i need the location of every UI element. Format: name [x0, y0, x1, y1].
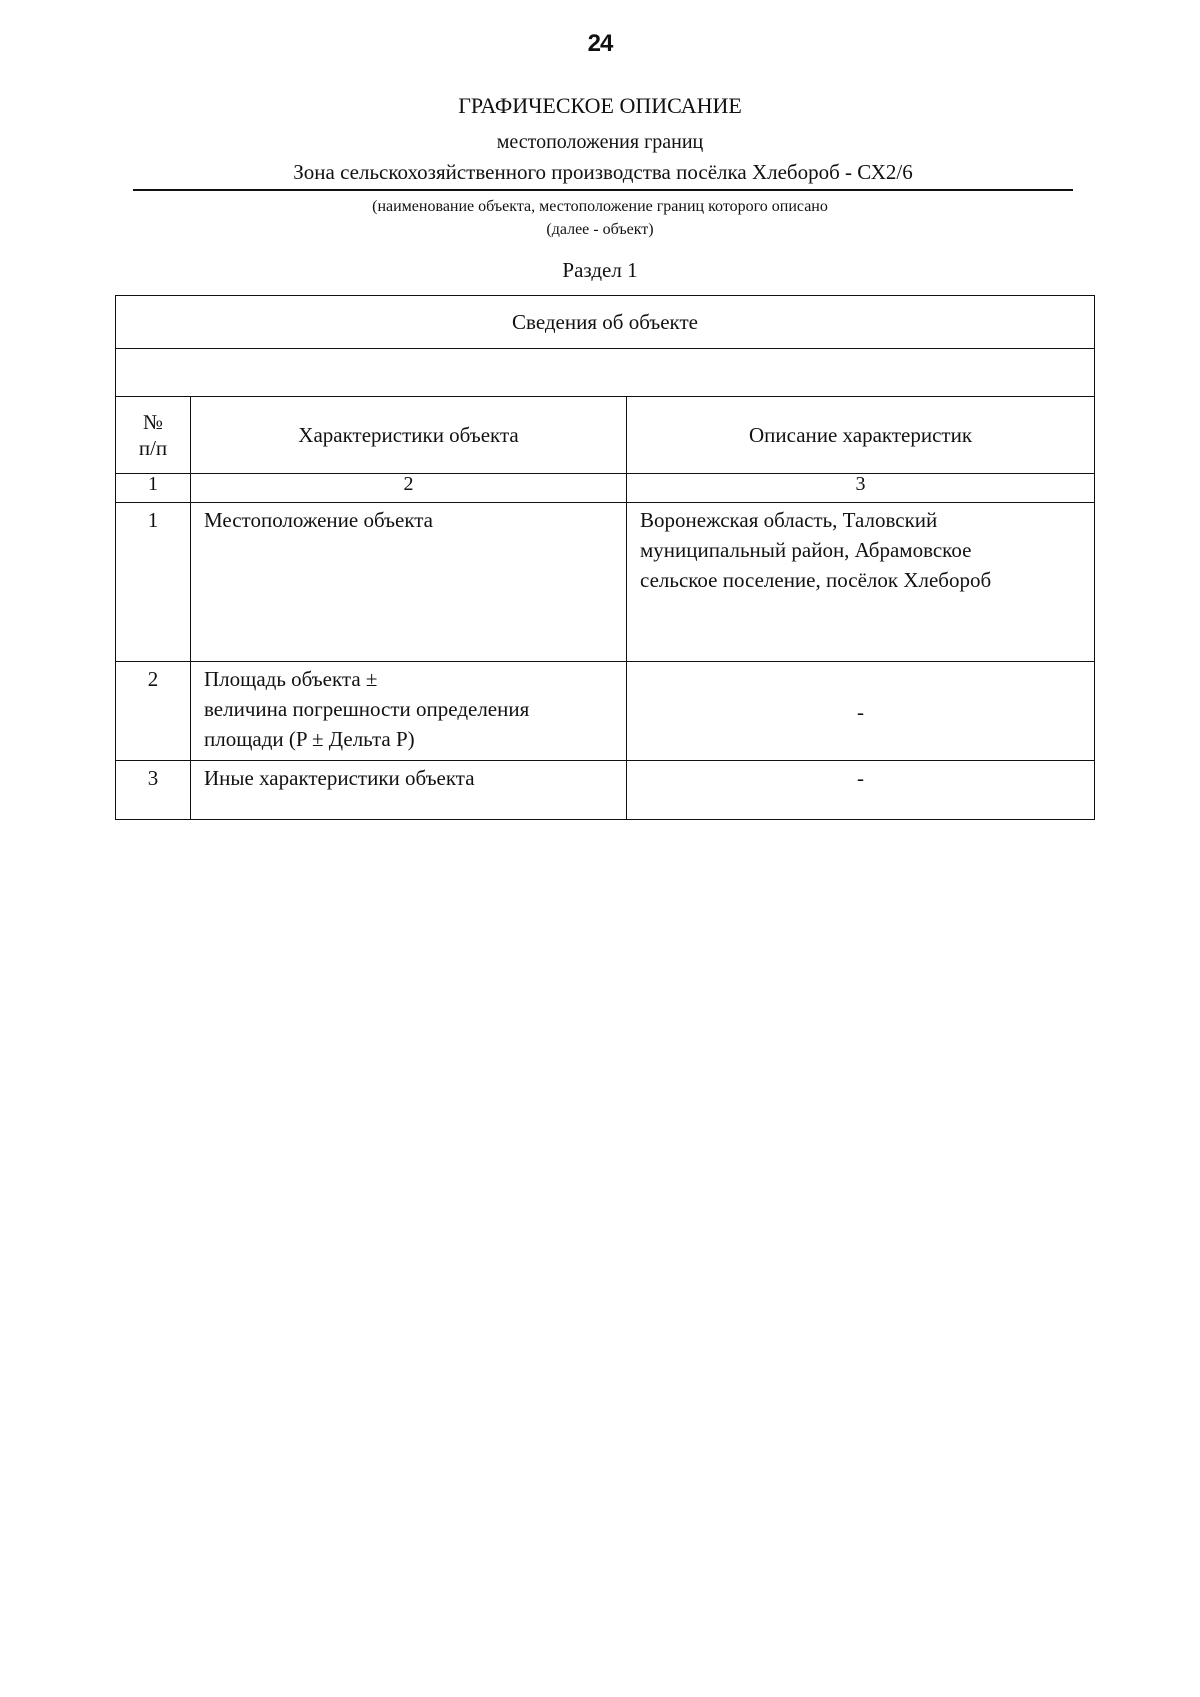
column-header-row — [116, 397, 1095, 474]
row-number: 2 — [116, 662, 191, 761]
document-subtitle: местоположения границ — [496, 131, 704, 153]
column-header-num — [116, 397, 191, 474]
row-characteristic-line: величина погрешности определения — [204, 697, 530, 721]
column-header-characteristics: Характеристики объекта — [191, 397, 627, 474]
column-header-num-line-1: № — [142, 410, 164, 434]
row-description-line: Воронежская область, Таловский — [640, 508, 938, 532]
row-description-line: сельское поселение, посёлок Хлебороб — [640, 568, 992, 592]
row-number: 3 — [116, 761, 191, 820]
column-header-num-line-2: п/п — [138, 436, 168, 460]
column-header-description: Описание характеристик — [627, 397, 1095, 474]
object-caption-line-2: (далее - объект) — [546, 221, 654, 238]
row-number: 1 — [116, 503, 191, 662]
page-number: 24 — [587, 30, 613, 57]
table-header: Сведения об объекте — [116, 296, 1095, 349]
table-header-row — [116, 296, 1095, 349]
table-blank-cell — [116, 349, 1095, 397]
row-characteristic: Иные характеристики объекта — [191, 761, 627, 820]
column-number-2: 2 — [191, 474, 627, 503]
table-row — [116, 761, 1095, 820]
object-caption — [0, 195, 1200, 241]
column-numbers-row — [116, 474, 1095, 503]
document-title: ГРАФИЧЕСКОЕ ОПИСАНИЕ — [458, 93, 742, 118]
section-label: Раздел 1 — [562, 258, 638, 282]
column-number-3: 3 — [627, 474, 1095, 503]
object-info-table — [115, 295, 1095, 820]
row-characteristic — [191, 662, 627, 761]
row-characteristic-line: площади (P ± Дельта P) — [204, 727, 415, 751]
row-characteristic: Местоположение объекта — [191, 503, 627, 662]
row-description-line: муниципальный район, Абрамовское — [640, 538, 972, 562]
row-description — [627, 503, 1095, 662]
row-description: - — [627, 662, 1095, 761]
row-characteristic-line: Площадь объекта ± — [204, 667, 378, 691]
table-row — [116, 662, 1095, 761]
object-name: Зона сельскохозяйственного производства посёлка Хлебороб - СХ2/6 — [133, 160, 1073, 191]
object-caption-line-1: (наименование объекта, местоположение границ которого описано — [372, 198, 828, 215]
column-number-1: 1 — [116, 474, 191, 503]
row-description: - — [627, 761, 1095, 820]
table-row — [116, 503, 1095, 662]
table-blank-row — [116, 349, 1095, 397]
